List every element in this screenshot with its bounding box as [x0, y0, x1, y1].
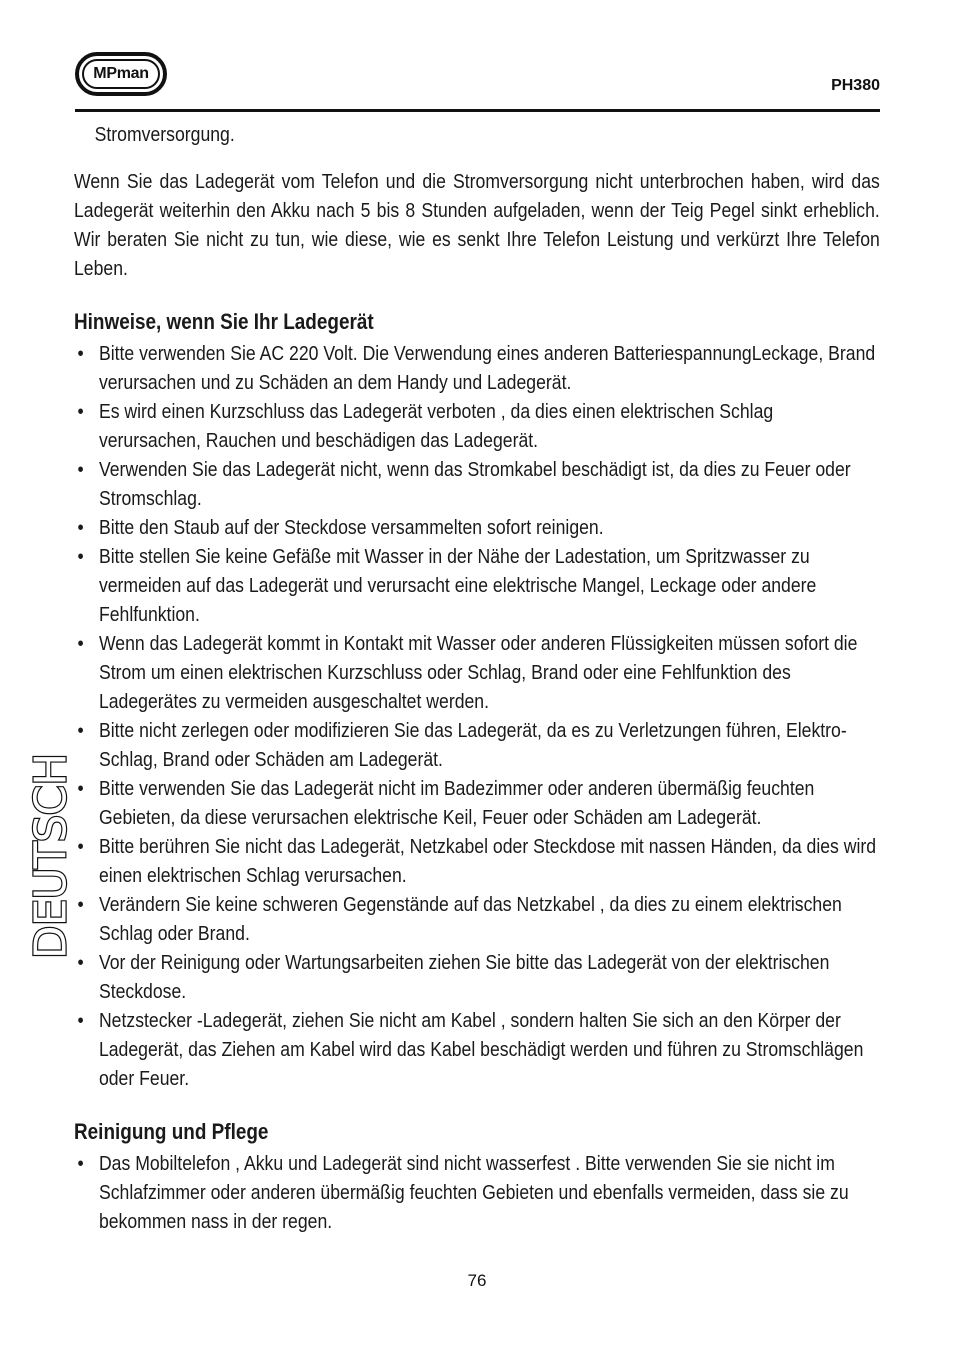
list-item: • Bitte verwenden Sie das Ladegerät nicht im Badezimmer oder anderen übermäßig feuchten Gebieten, da diese verursachen elektrische Keil, Feuer oder Schäden am Ladegerät.: [74, 774, 880, 832]
list-item: • Vor der Reinigung oder Wartungsarbeiten ziehen Sie bitte das Ladegerät von der elektrischen Steckdose.: [74, 948, 880, 1006]
language-side-tab-label: DEUTSCH: [25, 753, 77, 959]
charger-notes-list: [74, 339, 880, 1093]
list-item: • Bitte stellen Sie keine Gefäße mit Wasser in der Nähe der Ladestation, um Spritzwasser zu vermeiden auf das Ladegerät und verursacht eine elektrische Mangel, Leckage oder andere Fehlfunktion.: [74, 542, 880, 629]
section-title-cleaning-care: Reinigung und Pflege: [74, 1119, 269, 1144]
list-item: • Bitte verwenden Sie AC 220 Volt. Die Verwendung eines anderen BatteriespannungLeckage, Brand verursachen und zu Schäden an dem Handy und Ladegerät.: [74, 339, 880, 397]
list-item: • Verwenden Sie das Ladegerät nicht, wenn das Stromkabel beschädigt ist, da dies zu Feuer oder Stromschlag.: [74, 455, 880, 513]
list-item: • Bitte nicht zerlegen oder modifizieren Sie das Ladegerät, da es zu Verletzungen führen, Elektro-Schlag, Brand oder Schäden am Ladegerät.: [74, 716, 880, 774]
section-title-charger-notes: Hinweise, wenn Sie Ihr Ladegerät: [74, 309, 374, 334]
list-item: • Das Mobiltelefon , Akku und Ladegerät sind nicht wasserfest . Bitte verwenden Sie sie nicht im Schlafzimmer oder anderen übermäßig feuchten Gebieten und ebenfalls vermeiden, dass sie zu bekommen nass in der regen.: [74, 1149, 880, 1236]
language-side-tab: [25, 753, 77, 959]
intro-paragraph: Wenn Sie das Ladegerät vom Telefon und die Stromversorgung nicht unterbrochen haben, wird das Ladegerät weiterhin den Akku nach 5 bis 8 Stunden aufgeladen, wenn der Teig Pegel sinkt erheblich. Wir beraten Sie nicht zu tun, wie diese, wie es senkt Ihre Telefon Leistung und verkürzt Ihre Telefon Leben.: [74, 170, 880, 280]
page-content: [74, 120, 880, 1236]
model-number: PH380: [831, 77, 880, 94]
page-number: 76: [467, 1271, 487, 1290]
list-item: • Verändern Sie keine schweren Gegenstände auf das Netzkabel , da dies zu einem elektrischen Schlag oder Brand.: [74, 890, 880, 948]
list-item: • Es wird einen Kurzschluss das Ladegerät verboten , da dies einen elektrischen Schlag verursachen, Rauchen und beschädigen das Ladegerät.: [74, 397, 880, 455]
brand-logo: [75, 52, 167, 96]
list-item: • Wenn das Ladegerät kommt in Kontakt mit Wasser oder anderen Flüssigkeiten müssen sofort die Strom um einen elektrischen Kurzschluss oder Schlag, Brand oder eine Fehlfunktion des Ladegerätes zu vermeiden ausgeschaltet werden.: [74, 629, 880, 716]
list-item: • Netzstecker -Ladegerät, ziehen Sie nicht am Kabel , sondern halten Sie sich an den Körper der Ladegerät, das Ziehen am Kabel wird das Kabel beschädigt werden und führen zu Stromschlägen oder Feuer.: [74, 1006, 880, 1093]
list-item: • Bitte den Staub auf der Steckdose versammelten sofort reinigen.: [74, 513, 880, 542]
brand-logo-text: MPman: [82, 59, 160, 89]
continued-text: Stromversorgung.: [94, 123, 235, 146]
header-divider: [75, 109, 880, 112]
list-item: • Bitte berühren Sie nicht das Ladegerät, Netzkabel oder Steckdose mit nassen Händen, da dies wird einen elektrischen Schlag verursachen.: [74, 832, 880, 890]
cleaning-care-list: [74, 1149, 880, 1236]
